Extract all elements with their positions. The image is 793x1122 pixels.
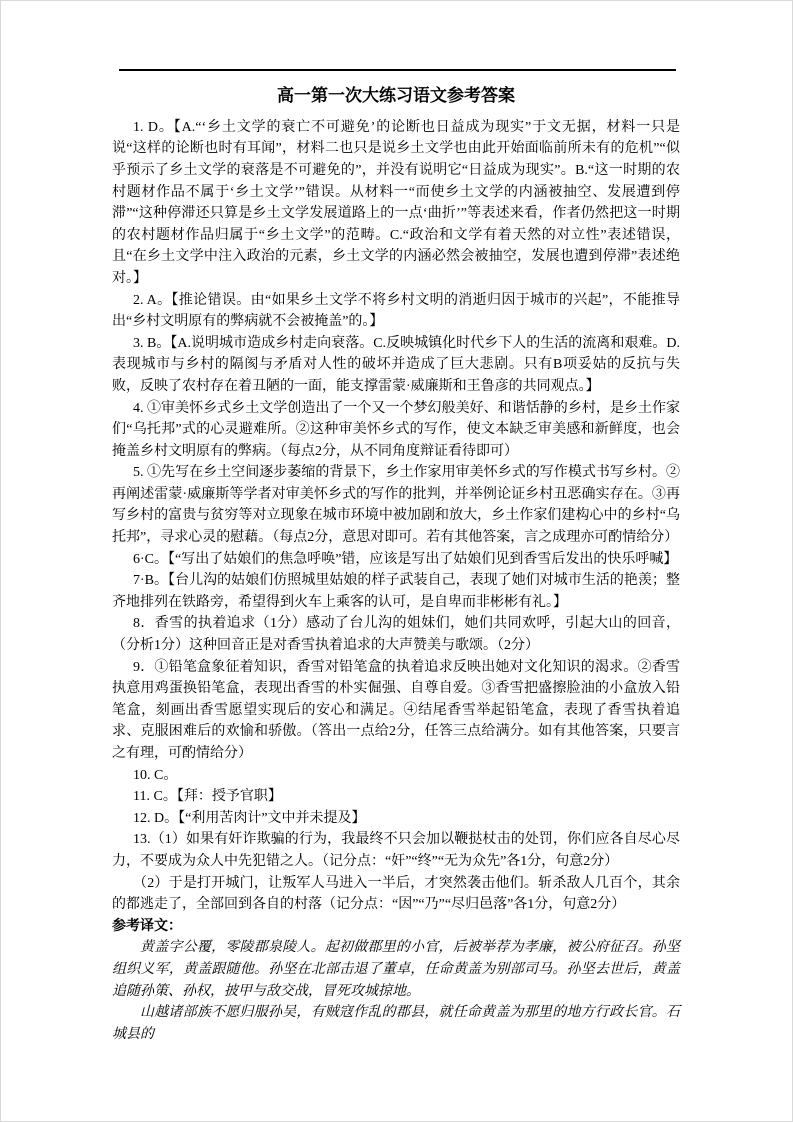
translation-paragraph-2: 山越诸部族不愿归服孙吴，有贼寇作乱的郡县，就任命黄盖为那里的地方行政长官。石城县的	[112, 1005, 680, 1042]
page-title: 高一第一次大练习语文参考答案	[277, 86, 515, 105]
answer-paragraph-14: （2）于是打开城门，让叛军人马进入一半后，才突然袭击他们。斩杀敌人几百个，其余的都逃走了，全部回到各自的村落（记分点：“因”“乃”“尽归邑落”各1分，句意2分）	[112, 875, 680, 913]
answer-paragraph-13: 13.（1）如果有奸诈欺骗的行为，我最终不只会加以鞭挞杖击的处罚，你们应各自尽心尽力，不要成为众人中先犯错之人。（记分点：“奸”“终”“无为众先”各1分，句意2分）	[112, 832, 680, 869]
reference-translation-heading: 参考译文：	[112, 918, 182, 934]
answer-paragraph-4: 4. ①审美怀乡式乡土文学创造出了一个又一个梦幻般美好、和谐恬静的乡村，是乡土作家们“乌托邦”式的心灵避难所。②这种审美怀乡式的写作，使文本缺乏审美感和新鲜度，也会掩盖乡村文明原有的弊病。（每点2分，从不同角度辩证看待即可）	[112, 400, 680, 459]
answer-paragraph-6: 6·C。【“写出了姑娘们的焦急呼唤”错，应该是写出了姑娘们见到香雪后发出的快乐呼喊】	[133, 551, 678, 567]
header-rule	[119, 69, 676, 71]
answer-paragraph-11: 11. C。【拜：授予官职】	[133, 789, 282, 805]
answer-paragraph-12: 12. D。【“利用苦肉计”文中并未提及】	[133, 810, 366, 826]
answer-paragraph-3: 3. B。【A.说明城市造成乡村走向衰落。C.反映城镇化时代乡下人的生活的流离和艰难。D.表现城市与乡村的隔阂与矛盾对人性的破坏并造成了巨大悲剧。只有B项妥姑的反抗与失败，反映了农村存在着丑陋的一面，能支撑雷蒙·威廉斯和王鲁彦的共同观点。】	[112, 335, 680, 394]
answer-paragraph-1: 1. D。【A.“‘乡土文学的衰亡不可避免’的论断也日益成为现实”于文无据，材料一只是说“这样的论断也时有耳闻”，材料二也只是说乡土文学也由此开始面临前所未有的危机”“似乎预示了乡土文学的衰落是不可避免的”，并没有说明它“日益成为现实”。B.“这一时期的农村题材作品不属于‘乡土文学’”错误。从材料一“而使乡土文学的内涵被抽空、发展遭到停滞”“这种停滞还只算是乡土文学发展道路上的一点‘曲折’”等表述来看，作者仍然把这一时期的农村题材作品归属于“乡土文学”的范畴。C.“政治和文学有着天然的对立性”表述错误，且“在乡土文学中注入政治的元素，乡土文学的内涵必然会被抽空，发展也遭到停滞”表述绝对。】	[112, 119, 680, 286]
answer-paragraph-2: 2. A。【推论错误。由“如果乡土文学不将乡村文明的消逝归因于城市的兴起”，不能推导出“乡村文明原有的弊病就不会被掩盖”的。】	[112, 292, 680, 330]
answer-paragraph-5: 5. ①先写在乡土空间逐步萎缩的背景下，乡土作家用审美怀乡式的写作模式书写乡村。②再阐述雷蒙·威廉斯等学者对审美怀乡式的写作的批判，并举例论证乡村丑恶确实存在。③再写乡村的富贵与贫穷等对立现象在城市环境中被加剧和放大，乡土作家们建构心中的乡村“乌托邦”，寻求心灵的慰藉。（每点2分，意思对即可。若有其他答案，言之成理亦可酌情给分）	[112, 465, 680, 546]
translation-paragraph-1: 黄盖字公覆，零陵郡泉陵人。起初做郡里的小官，后被举荐为孝廉，被公府征召。孙坚组织义军，黄盖跟随他。孙坚在北部击退了董卓，任命黄盖为别部司马。孙坚去世后，黄盖追随孙策、孙权，披甲与敌交战，冒死攻城掠地。	[112, 940, 680, 999]
answer-paragraph-8: 8．香雪的执着追求（1分）感动了台儿沟的姐妹们，她们共同欢呼，引起大山的回音，（分析1分）这种回音正是对香雪执着追求的大声赞美与歌颂。（2分）	[112, 616, 680, 654]
answer-paragraph-7: 7·B。【台儿沟的姑娘们仿照城里姑娘的样子武装自己，表现了她们对城市生活的艳羡；整齐地排列在铁路旁，希望得到火车上乘客的认可，是自卑而非彬彬有礼。】	[112, 573, 680, 610]
answer-paragraph-10: 10. C。	[133, 767, 178, 783]
document-content	[112, 84, 680, 1045]
answer-paragraph-9: 9．①铅笔盒象征着知识，香雪对铅笔盒的执着追求反映出她对文化知识的渴求。②香雪执意用鸡蛋换铅笔盒，表现出香雪的朴实倔强、自尊自爱。③香雪把盛擦脸油的小盒放入铅笔盒，刻画出香雪愿望实现后的安心和满足。④结尾香雪举起铅笔盒，表现了香雪执着追求、克服困难后的欢愉和骄傲。（答出一点给2分，任答三点给满分。如有其他答案，只要言之有理，可酌情给分）	[112, 659, 680, 762]
